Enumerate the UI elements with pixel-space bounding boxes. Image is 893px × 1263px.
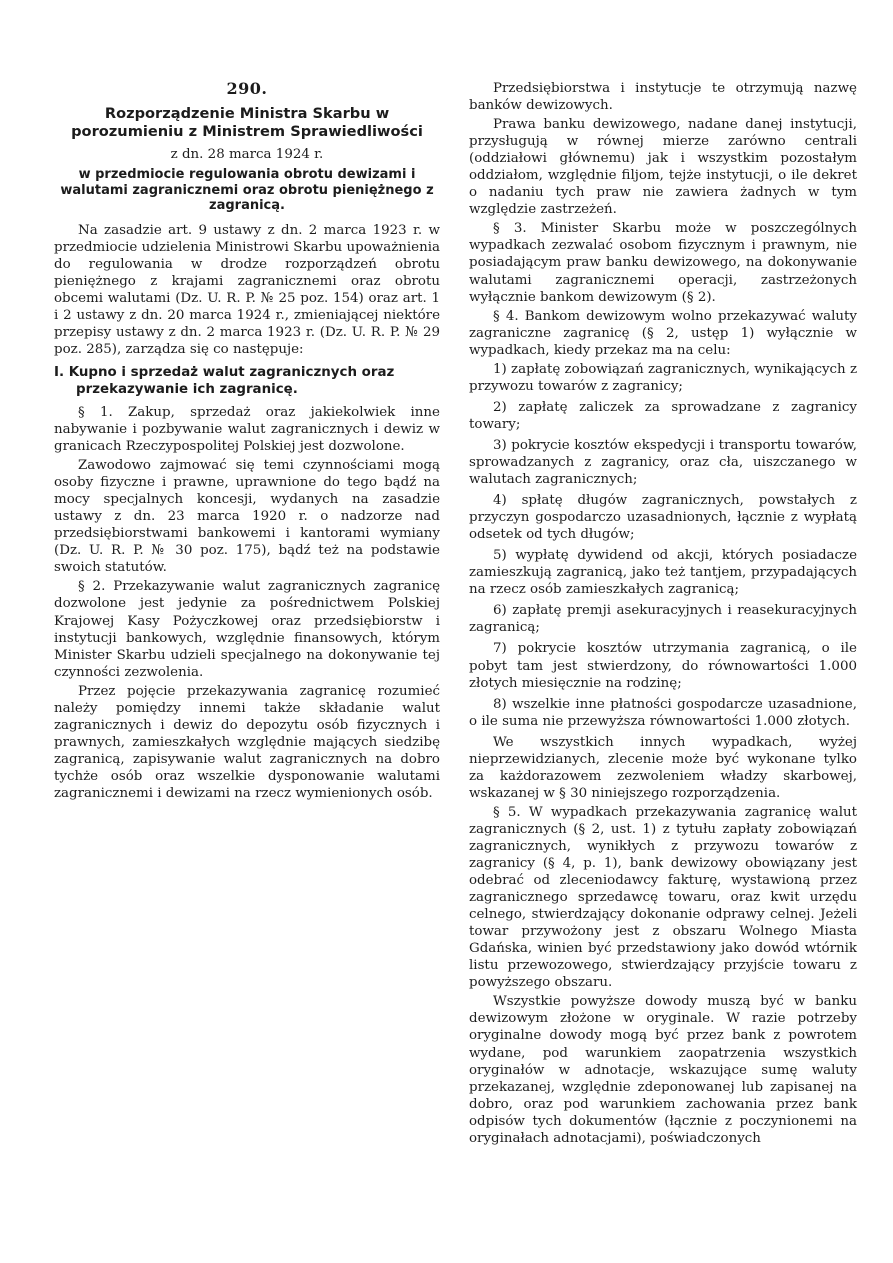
right-column [469, 80, 857, 1149]
list-item: 5) wypłatę dywidend od akcji, których posiadacze zamieszkują zagranicą, jako też tantjem, przypadających na rzecz osób zamieszkałych zagranicą; [469, 548, 857, 598]
paragraph-2: § 2. Przekazywanie walut zagranicznych zagranicę dozwolone jest jedynie za pośrednictwem Polskiej Krajowej Kasy Pożyczkowej oraz przedsiębiorstw i instytucji bankowych, względnie finansowych, którym Minister Skarbu udzieli specjalnego na dokonywanie tej czynności zezwolenia. [54, 579, 440, 680]
ordinance-title: Rozporządzenie Ministra Skarbu w porozumieniu z Ministrem Sprawiedliwości [71, 105, 423, 140]
list-item: 8) wszelkie inne płatności gospodarcze uzasadnione, o ile suma nie przewyższa równowartości 1.000 złotych. [469, 696, 857, 729]
left-column [54, 80, 440, 804]
paragraph-5: § 5. W wypadkach przekazywania zagranicę walut zagranicznych (§ 2, ust. 1) z tytułu zapłaty zobowiązań zagranicznych, wynikłych z przywozu towarów z zagranicy (§ 4, p. 1), bank dewizowy obowiązany jest odebrać od zleceniodawcy fakturę, wystawioną przez zagranicznego sprzedawcę towaru, oraz kwit urzędu celnego, stwierdzający dokonanie odprawy celnej. Jeżeli towar przywożony jest z obszaru Wolnego Miasta Gdańska, winien być przedstawiony jako dowód wtórnik listu przewozowego, stwierdzający przyjście towaru z powyższego obszaru. [469, 804, 857, 991]
paragraph-5-cont: Wszystkie powyższe dowody muszą być w banku dewizowym złożone w oryginale. W razie potrzeby oryginalne dowody mogą być przez bank z powrotem wydane, pod warunkiem zaopatrzenia wszystkich oryginałów w adnotacje, wskazujące sumę waluty przekazanej, względnie zdeponowanej lub zapisanej na dobro, oraz pod warunkiem zachowania przez bank odpisów tych dokumentów (łącznie z poczynionemi na oryginałach adnotacjami), poświadczonych [469, 994, 857, 1146]
preamble-paragraph: Na zasadzie art. 9 ustawy z dn. 2 marca 1923 r. w przedmiocie udzielenia Ministrowi Skarbu upoważnienia do regulowania w drodze rozporządzeń obrotu pieniężnego z krajami zagranicznemi oraz obrotu obcemi walutami (Dz. U. R. P. № 25 poz. 154) oraz art. 1 i 2 ustawy z dn. 20 marca 1924 r., zmieniającej niektóre przepisy ustawy z dn. 2 marca 1923 r. (Dz. U. R. P. № 29 poz. 285), zarządza się co następuje: [54, 222, 440, 357]
ordinance-date: z dn. 28 marca 1924 r. [170, 147, 324, 163]
list-item: 3) pokrycie kosztów ekspedycji i transportu towarów, sprowadzanych z zagranicy, oraz cła, uiszczanego w walutach zagranicznych; [469, 437, 857, 488]
paragraph-4: § 4. Bankom dewizowym wolno przekazywać waluty zagraniczne zagranicę (§ 2, ustęp 1) wyłącznie w wypadkach, kiedy przekaz ma na celu: [469, 308, 857, 358]
paragraph-4-other-cases: We wszystkich innych wypadkach, wyżej nieprzewidzianych, zlecenie może być wykonane tylko za każdorazowem zezwoleniem władzy skarbowej, wskazanej w § 30 niniejszego rozporządzenia. [469, 734, 857, 801]
list-item: 4) spłatę długów zagranicznych, powstałych z przyczyn gospodarczo uzasadnionych, łącznie z wypłatą odsetek od tych długów; [469, 493, 857, 543]
paragraph-1: § 1. Zakup, sprzedaż oraz jakiekolwiek inne nabywanie i pozbywanie walut zagranicznych i dewiz w granicach Rzeczypospolitej Polskiej jest dozwolone. [54, 404, 440, 455]
ordinance-number: 290. [226, 79, 268, 98]
list-item: 7) pokrycie kosztów utrzymania zagranicą, o ile pobyt tam jest stwierdzony, do równowartości 1.000 złotych miesięcznie na rodzinę; [469, 641, 857, 691]
paragraph-1-cont: Zawodowo zajmować się temi czynnościami mogą osoby fizyczne i prawne, uprawnione do tego bądź na mocy specjalnych koncesji, wydanych na zasadzie ustawy z dn. 23 marca 1920 r. o nadzorze nad przedsiębiorstwami bankowemi i kantorami wymiany (Dz. U. R. P. № 30 poz. 175), bądź też na podstawie swoich statutów. [54, 458, 440, 576]
list-item: 1) zapłatę zobowiązań zagranicznych, wynikających z przywozu towarów z zagranicy; [469, 361, 857, 394]
paragraph-2-banks: Przedsiębiorstwa i instytucje te otrzymują nazwę banków dewizowych. [469, 81, 857, 114]
paragraph-3: § 3. Minister Skarbu może w poszczególnych wypadkach zezwalać osobom fizycznym i prawnym, nie posiadającym praw banku dewizowego, na dokonywanie walutami zagranicznemi operacji, zastrzeżonych wyłącznie bankom dewizowym (§ 2). [469, 221, 857, 305]
list-item: 2) zapłatę zaliczek za sprowadzane z zagranicy towary; [469, 399, 857, 432]
paragraph-2-rights: Prawa banku dewizowego, nadane danej instytucji, przysługują w równej mierze zarówno centrali (oddziałowi głównemu) jak i wszystkim pozostałym oddziałom, względnie filjom, tejże instytucji, o ile dekret o nadaniu tych praw nie zawiera żadnych w tym względzie zastrzeżeń. [469, 117, 857, 218]
list-item: 6) zapłatę premji asekuracyjnych i reasekuracyjnych zagranicą; [469, 603, 857, 636]
section-heading: I. Kupno i sprzedaż walut zagranicznych oraz przekazywanie ich zagranicę. [54, 364, 395, 397]
ordinance-subject: w przedmiocie regulowania obrotu dewizami i walutami zagranicznemi oraz obrotu pieniężnego z zagranicą. [60, 167, 434, 214]
paragraph-2-cont: Przez pojęcie przekazywania zagranicę rozumieć należy pomiędzy innemi także składanie walut zagranicznych i dewiz do depozytu osób fizycznych i prawnych, zamieszkałych względnie mających siedzibę zagranicą, zapisywanie walut zagranicznych na dobro tychże osób oraz wszelkie dysponowanie walutami zagranicznemi i dewizami na rzecz wymienionych osób. [54, 683, 440, 801]
